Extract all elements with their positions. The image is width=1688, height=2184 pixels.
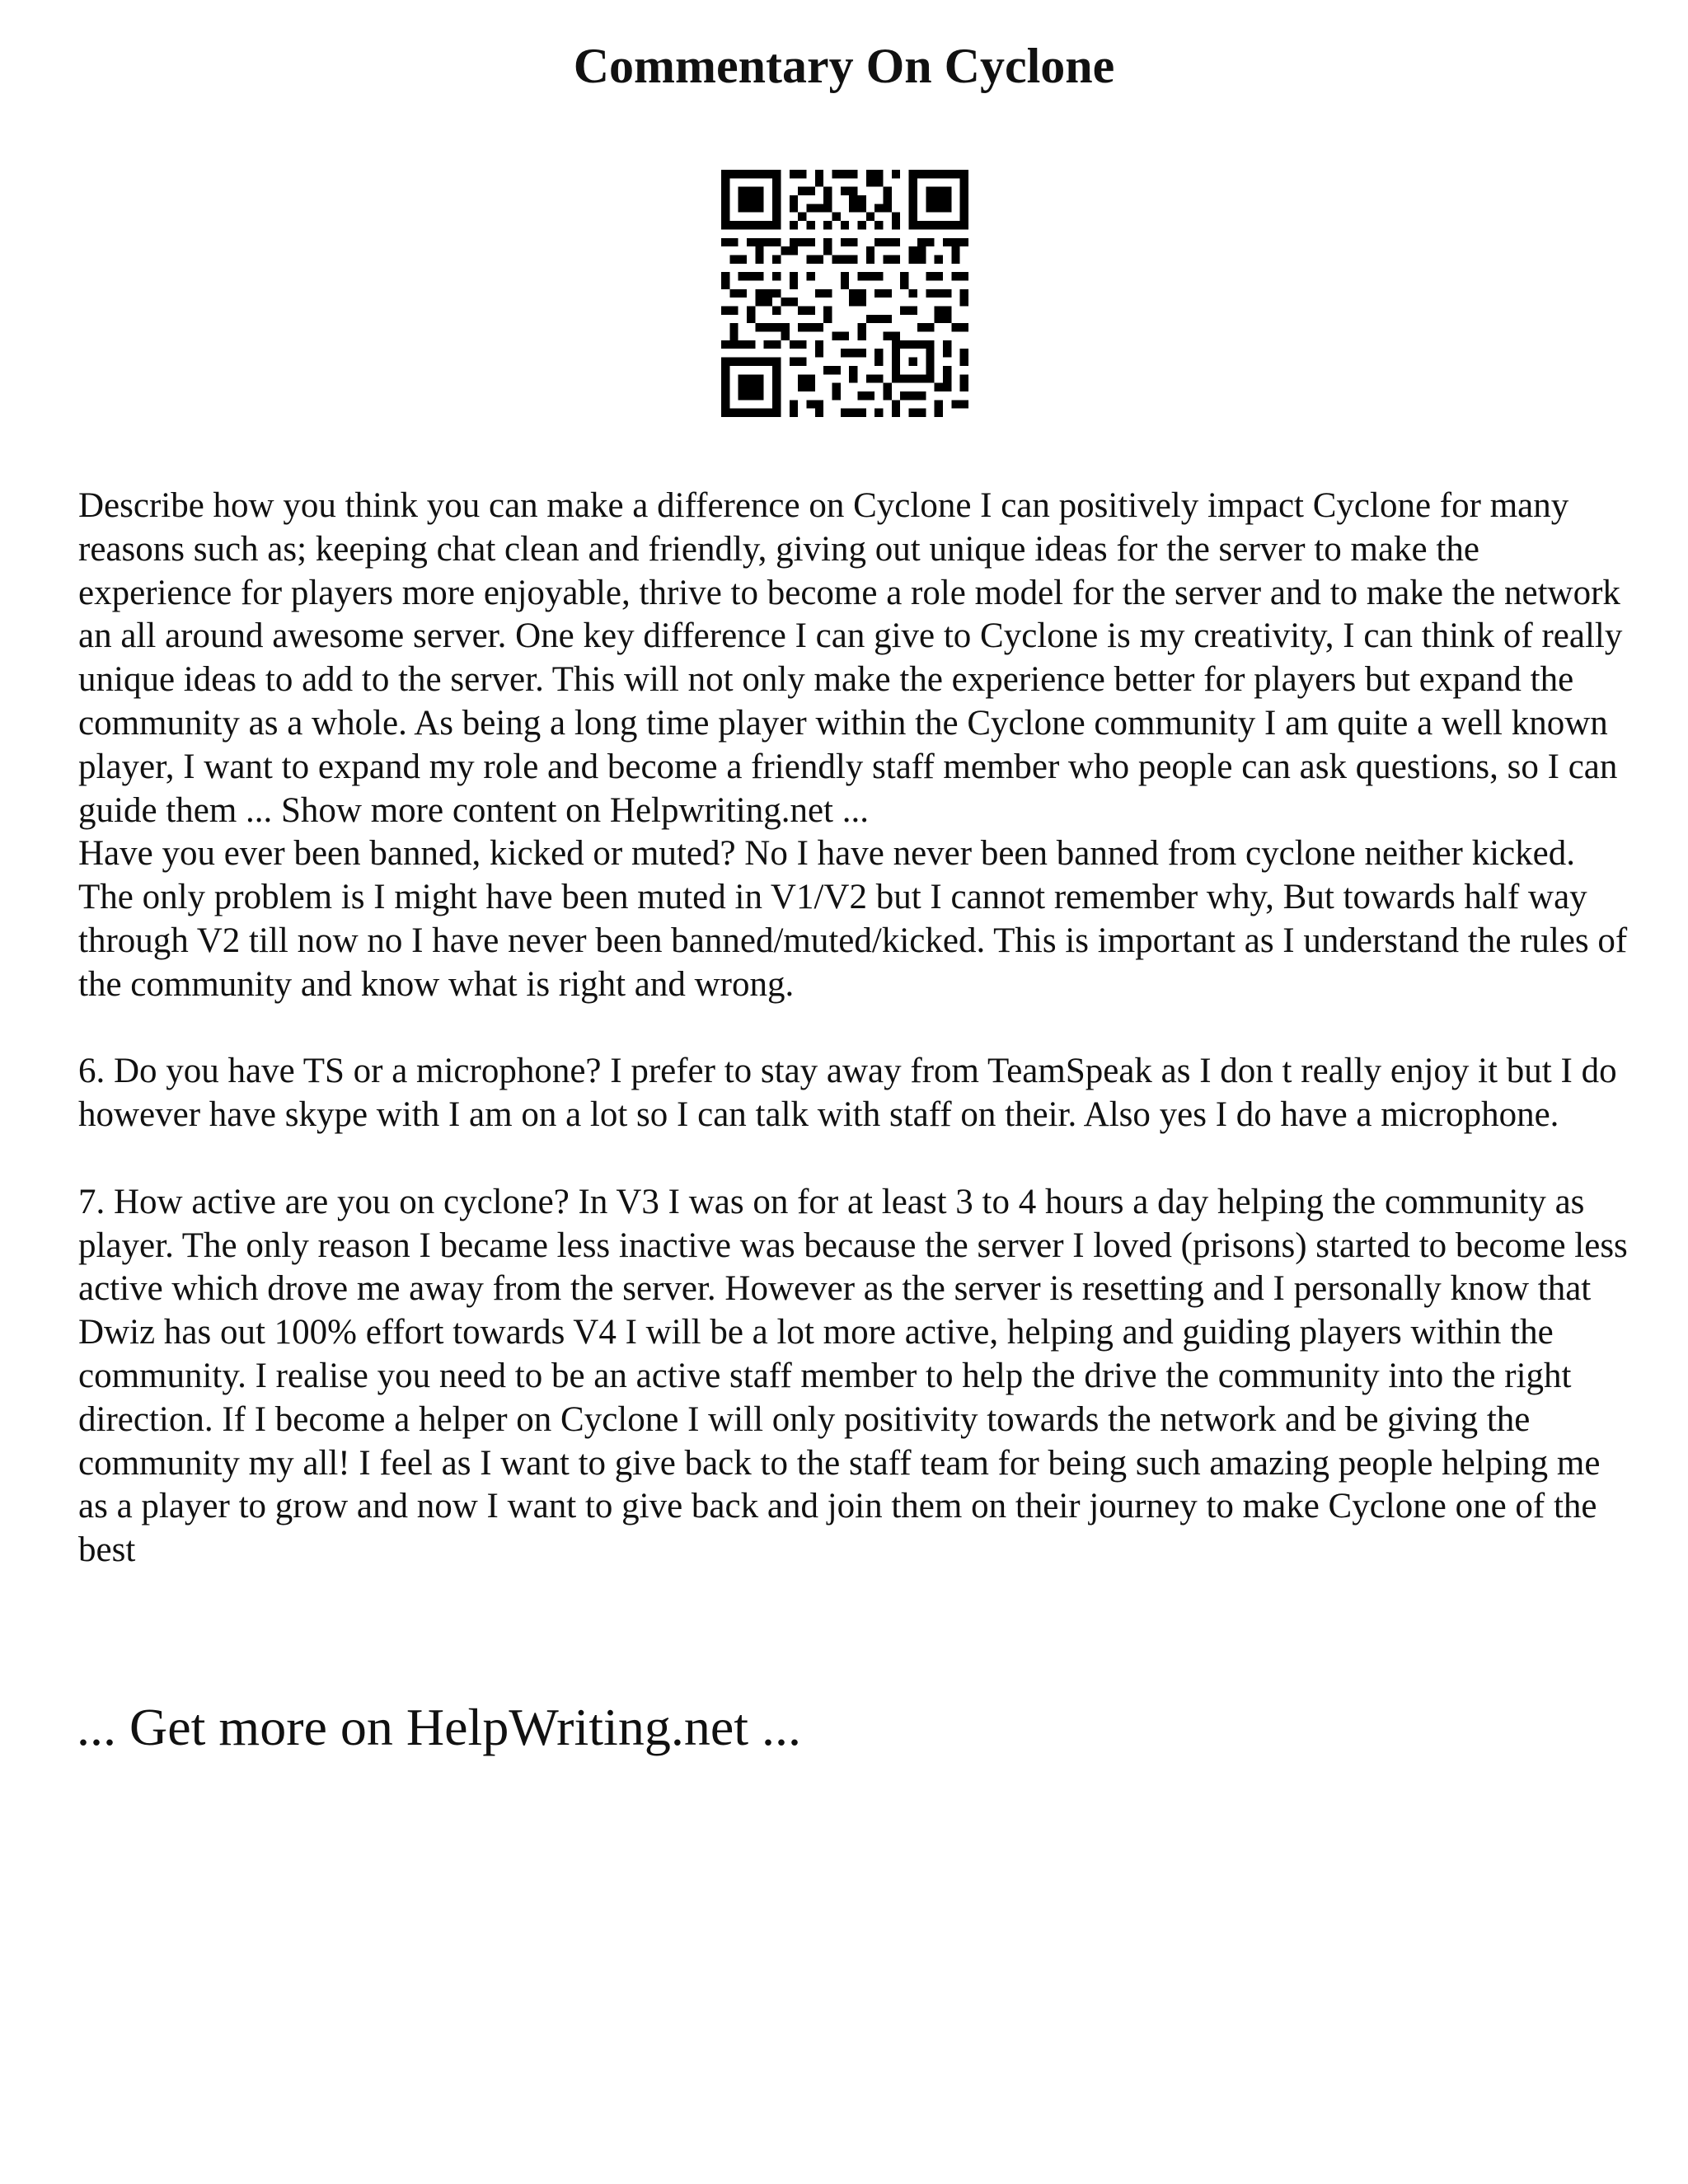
paragraph-banned: Have you ever been banned, kicked or muted? No I have never been banned from cyclone neither kicked. The only problem is I might have been muted in V1/V2 but I cannot remember why, But towards half way through V2 till now no I have never been banned/muted/kicked. This is important as I understand the rules of the community and know what is right and wrong. bbox=[78, 834, 1636, 1004]
paragraph-difference: Describe how you think you can make a difference on Cyclone I can positively impact Cyclone for many reasons such as; keeping chat clean and friendly, giving out unique ideas for the server to make the experience for players more enjoyable, thrive to become a role model for the server and to make the network an all around awesome server. One key difference I can give to Cyclone is my creativity, I can think of really unique ideas to add to the server. This will not only make the experience better for players but expand the community as a whole. As being a long time player within the Cyclone community I am quite a well known player, I want to expand my role and become a friendly staff member who people can ask questions, so I can guide them ... Show more content on Helpwriting.net ... bbox=[78, 486, 1632, 830]
paragraph-spacer bbox=[78, 1007, 1628, 1051]
page-title: Commentary On Cyclone bbox=[573, 39, 1115, 93]
paragraph-microphone: 6. Do you have TS or a microphone? I prefer to stay away from TeamSpeak as I don t really enjoy it but I do however have skype with I am on a lot so I can talk with staff on their. Also yes I do have a microphone. bbox=[78, 1052, 1626, 1135]
get-more-link[interactable]: ... Get more on HelpWriting.net ... bbox=[77, 1698, 801, 1756]
paragraph-activity: 7. How active are you on cyclone? In V3 I was on for at least 3 to 4 hours a day helping the community as player. The only reason I became less inactive was because the server I loved (prisons) started to become less active which drove me away from the server. However as the server is resetting and I personally know that Dwiz has out 100% effort towards V4 I will be a lot more active, helping and guiding players within the community. I realise you need to be an active staff member to help the drive the community into the right direction. If I become a helper on Cyclone I will only positivity towards the network and be giving the community my all! I feel as I want to give back to the staff team for being such amazing people helping me as a player to grow and now I want to give back and join them on their journey to make Cyclone one of the best bbox=[78, 1182, 1637, 1570]
qr-code-icon bbox=[721, 170, 968, 417]
paragraph-spacer bbox=[78, 1137, 1628, 1181]
article-body bbox=[78, 485, 1637, 1572]
